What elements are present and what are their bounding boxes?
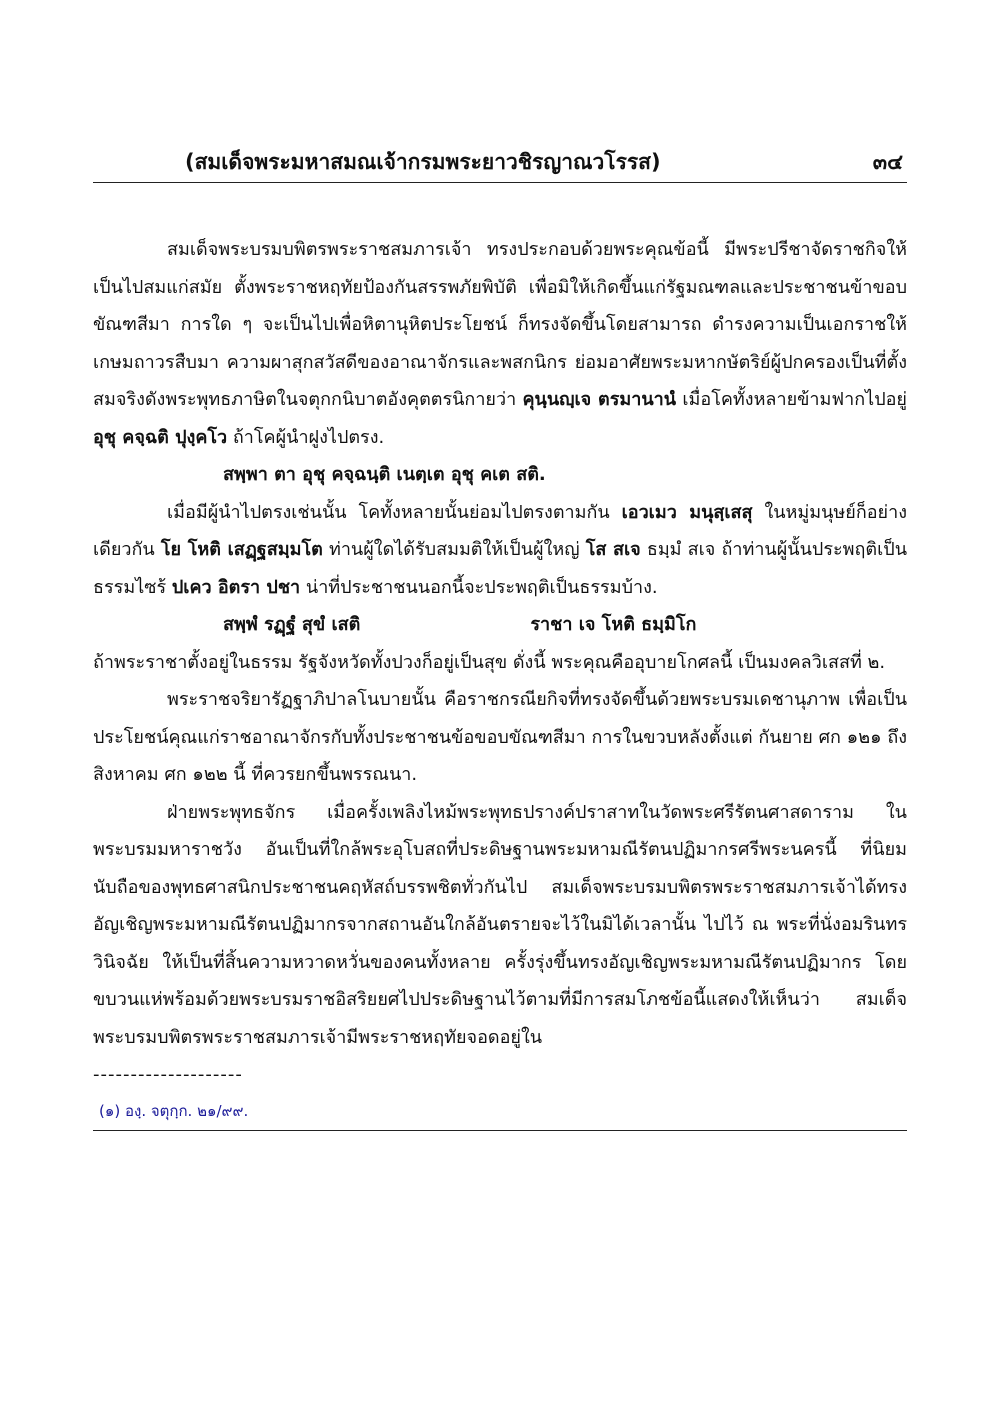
paragraph-3: ถ้าพระราชาตั้งอยู่ในธรรม รัฐจังหวัดทั้งปวงก็อยู่เป็นสุข ดั่งนี้ พระคุณคืออุบายโกศลนี้ เป็นมงคลวิเสสที่ ๒. — [93, 651, 886, 673]
pali-term-1: คุนฺนญฺเจ ตรมานานํ — [522, 389, 677, 410]
page-number: ๓๔ — [872, 150, 903, 174]
paragraph-2-text-2: ในหมู่มนุษย์ก็อย่างเดียวกัน — [93, 501, 907, 560]
running-title: (สมเด็จพระมหาสมณเจ้ากรมพระยาวชิรญาณวโรรส) — [185, 150, 661, 174]
pali-term-3: เอวเมว มนุสฺเสสุ — [621, 501, 753, 523]
pali-verse-2-left: สพฺพํ รฏฺฐํ สุขํ เสติ — [223, 614, 361, 635]
paragraph-1-text-3: ถ้าโคผู้นำฝูงไปตรง. — [232, 426, 385, 448]
paragraph-2 — [93, 494, 907, 607]
footnote-separator: -------------------- — [93, 1064, 243, 1085]
paragraph-2-text-1: เมื่อมีผู้นำไปตรงเช่นนั้น โคทั้งหลายนั้นย่อมไปตรงตามกัน — [167, 501, 610, 523]
pali-term-6: ปเคว อิตรา ปชา — [171, 576, 301, 598]
pali-term-4: โย โหติ เสฏฺฐสมฺมโต — [160, 539, 323, 560]
paragraph-2-text-4: ธมฺมํ สเจ ถ้าท่านผู้นั้นประพฤติเป็นธรรมไซร้ — [93, 539, 907, 598]
paragraph-5: ฝ่ายพระพุทธจักร เมื่อครั้งเพลิงไหม้พระพุทธปรางค์ปราสาทในวัดพระศรีรัตนศาสดาราม ในพระบรมมหาราชวัง อันเป็นที่ใกล้พระอุโบสถที่ประดิษฐานพระมหามณีรัตนปฏิมากรศรีพระนครนี้ ที่นิยมนับถือของพุทธศาสนิกประชาชนคฤหัสถ์บรรพชิตทั่วกันไป สมเด็จพระบรมบพิตรพระราชสมภารเจ้าได้ทรงอัญเชิญพระมหามณีรัตนปฏิมากรจากสถานอันใกล้อันตรายจะไว้ในมิได้เวลานั้น ไปไว้ ณ พระที่นั่งอมรินทรวินิจฉัย ให้เป็นที่สิ้นความหวาดหวั่นของคนทั้งหลาย ครั้งรุ่งขึ้นทรงอัญเชิญพระมหามณีรัตนปฏิมากร โดยขบวนแห่พร้อมด้วยพระบรมราชอิสริยยศไปประดิษฐานไว้ตามที่มีการสมโภชข้อนี้แสดงให้เห็นว่า สมเด็จพระบรมบพิตรพระราชสมภารเจ้ามีพระราชหฤทัยจอดอยู่ใน — [93, 801, 907, 1048]
pali-verse-2-right: ราชา เจ โหติ ธมฺมิโก — [530, 614, 697, 635]
pali-verse-1: สพฺพา ตา อุชุ คจฺฉนฺติ เนตฺเต อุชุ คเต สติ. — [223, 464, 546, 485]
pali-term-5: โส สเจ — [585, 539, 641, 560]
paragraph-1-text-1: สมเด็จพระบรมบพิตรพระราชสมภารเจ้า ทรงประกอบด้วยพระคุณข้อนี้ มีพระปรีชาจัดราชกิจให้เป็นไปสมแก่สมัย ตั้งพระราชหฤทัยป้องกันสรรพภัยพิบัติ เพื่อมิให้เกิดขึ้นแก่รัฐมณฑลและประชาชนข้าขอบขัณฑสีมา การใด ๆ จะเป็นไปเพื่อหิตานุหิตประโยชน์ ก็ทรงจัดขึ้นโดยสามารถ ดำรงความเป็นเอกราชให้เกษมถาวรสืบมา ความผาสุกสวัสดีของอาณาจักรและพสกนิกร ย่อมอาศัยพระมหากษัตริย์ผู้ปกครองเป็นที่ตั้งสมจริงดังพระพุทธภาษิตในจตุกกนิบาตอังคุตตรนิกายว่า — [93, 239, 907, 410]
paragraph-2-text-3: ท่านผู้ใดได้รับสมมติให้เป็นผู้ใหญ่ — [328, 539, 580, 560]
document-page — [93, 140, 907, 1131]
pali-term-2: อุชุ คจฺฉติ ปุงฺคโว — [93, 426, 228, 448]
paragraph-2-text-5: น่าที่ประชาชนนอกนี้จะประพฤติเป็นธรรมบ้าง. — [305, 576, 658, 598]
pali-verse-2 — [93, 606, 907, 644]
footnote: (๑) องฺ. จตุกฺก. ๒๑/๙๙. — [99, 1102, 249, 1120]
footer-rule — [93, 1130, 907, 1131]
paragraph-1-text-2: เมื่อโคทั้งหลายข้ามฟากไปอยู่ — [682, 389, 907, 410]
body-text — [93, 231, 907, 1056]
paragraph-1 — [93, 231, 907, 456]
running-header — [93, 140, 907, 183]
paragraph-4: พระราชจริยารัฏฐาภิปาลโนบายนั้น คือราชกรณียกิจที่ทรงจัดขึ้นด้วยพระบรมเดชานุภาพ เพื่อเป็นประโยชน์คุณแก่ราชอาณาจักรกับทั้งประชาชนข้อขอบขัณฑสีมา การในขวบหลังตั้งแต่ กันยาย ศก ๑๒๑ ถึง สิงหาคม ศก ๑๒๒ นี้ ที่ควรยกขึ้นพรรณนา. — [93, 689, 907, 785]
